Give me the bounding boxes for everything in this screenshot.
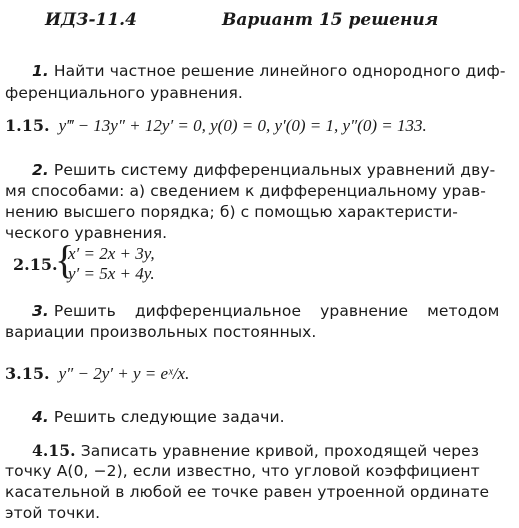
system-brace: { xyxy=(55,237,75,282)
task4-text-3: точку A(0, −2), если известно, что угловой коэффициент xyxy=(5,462,480,480)
task1-problem xyxy=(5,116,427,136)
task1-problem-number: 1.15. xyxy=(5,116,50,135)
task2-number: 2. xyxy=(32,161,49,179)
header-title: ИДЗ-11.4 xyxy=(45,10,137,30)
task3-number: 3. xyxy=(32,302,49,320)
task4-text-4: касательной в любой ее точке равен утроенной ординате xyxy=(5,483,490,501)
task2-line1 xyxy=(32,161,495,179)
task3-problem-number: 3.15. xyxy=(5,364,50,383)
task2-text-2: мя способами: а) сведением к дифференциальному урав- xyxy=(5,182,486,200)
task1-text-1: Найти частное решение линейного однородного диф- xyxy=(53,62,506,80)
task1-number: 1. xyxy=(32,62,49,80)
task3-text-2: вариации произвольных постоянных. xyxy=(5,323,317,341)
task1-line1 xyxy=(32,62,506,80)
task2-eq1: x′ = 2x + 3y, xyxy=(68,244,155,263)
task3-problem xyxy=(5,364,189,384)
task2-text-3: нению высшего порядка; б) с помощью характеристи- xyxy=(5,203,458,221)
task3-line1 xyxy=(32,302,499,320)
task3-equation: y″ − 2y′ + y = eˣ/x. xyxy=(58,364,190,383)
task4-problem-number: 4.15. xyxy=(32,441,76,460)
task4-number: 4. xyxy=(32,408,49,426)
task4-text-2: Записать уравнение кривой, проходящей через xyxy=(80,442,480,460)
task3-text-1: Решить дифференциальное уравнение методом xyxy=(53,302,500,320)
task4-line2 xyxy=(32,441,479,460)
task4-text-5: этой точки. xyxy=(5,504,101,522)
task2-eq2: y′ = 5x + 4y. xyxy=(68,264,155,283)
task2-text-4: ческого уравнения. xyxy=(5,224,168,242)
task4-line1 xyxy=(32,408,285,426)
task4-text-1: Решить следующие задачи. xyxy=(53,408,285,426)
task2-text-1: Решить систему дифференциальных уравнений дву- xyxy=(53,161,496,179)
task1-equation: y‴ − 13y″ + 12y′ = 0, y(0) = 0, y′(0) = 1, y″(0) = 133. xyxy=(58,116,427,135)
task1-text-2: ференциального уравнения. xyxy=(5,84,243,102)
task2-problem-number: 2.15. xyxy=(13,255,58,274)
header-variant: Вариант 15 решения xyxy=(222,10,439,30)
